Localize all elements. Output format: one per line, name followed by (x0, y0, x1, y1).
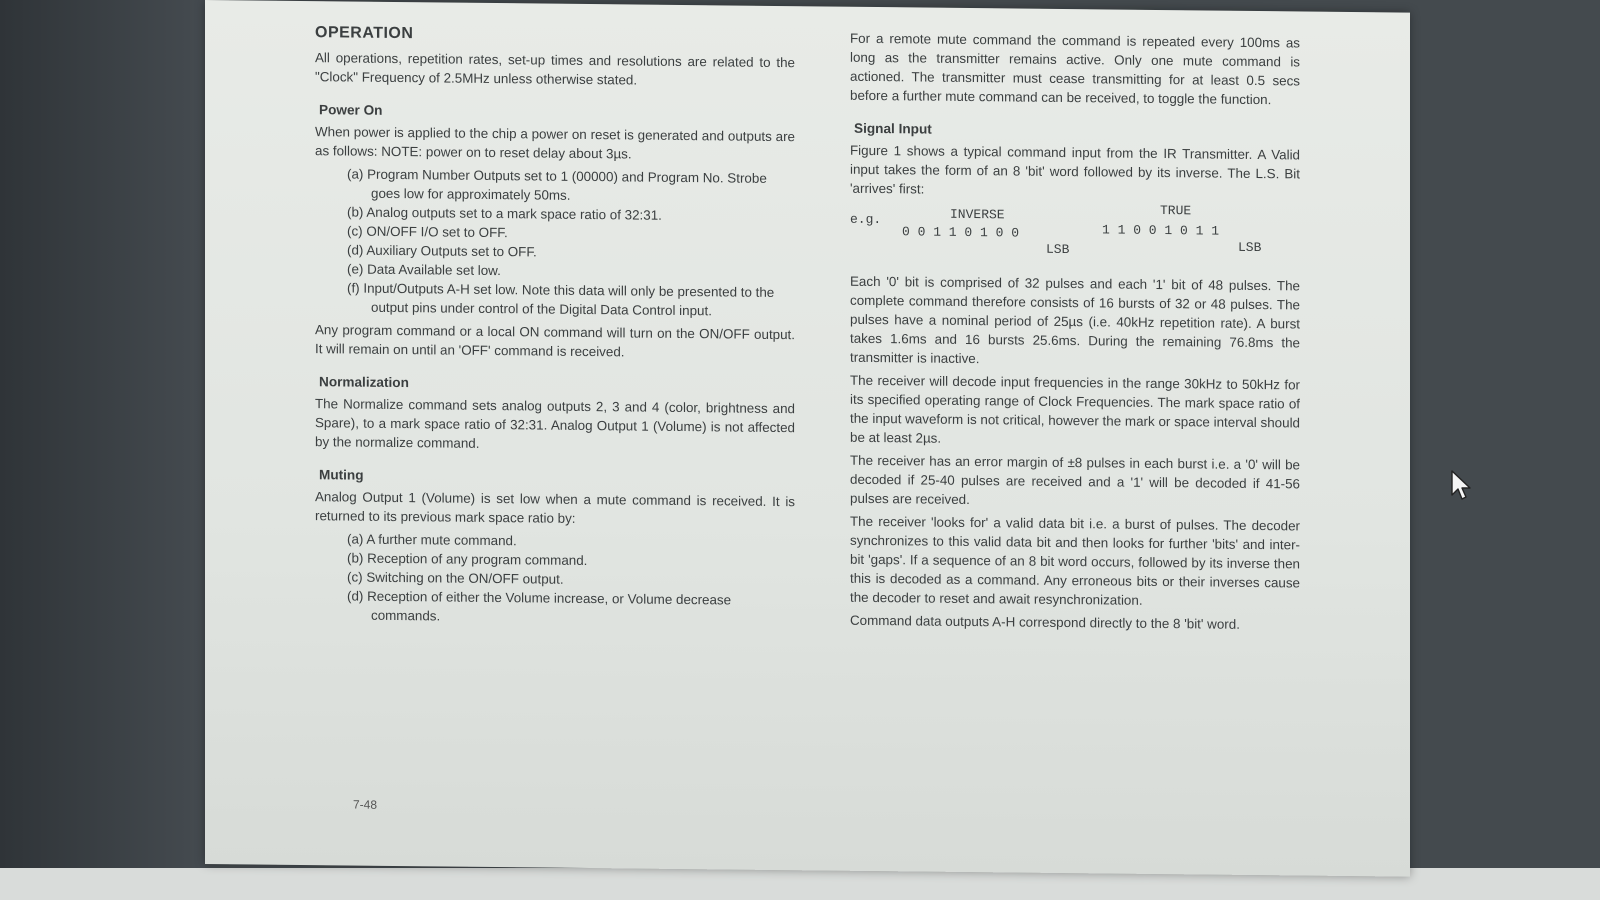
true-bits: 1 1 0 0 1 0 1 1 (1102, 222, 1220, 239)
pulse-paragraph: Each '0' bit is comprised of 32 pulses and each '1' bit of 48 pulses. The complete command therefore consists of 16 bursts of 32 or 48 pulses. The pulses have a nominal period of 25µs (i.e. 40kHz repetition rate). A burst takes 1.6ms and 16 bursts 25.6ms. During the remaining 76.8ms the transmitter is inactive. (850, 273, 1300, 367)
mute-command-paragraph: For a remote mute command the command is repeated every 100ms as long as the transmitter remains active. Only one mute command is actioned. The transmitter must cease transmitting for at least 0.5 secs before a further mute command can be received, to toggle the function. (850, 30, 1300, 108)
section-title: OPERATION (315, 24, 414, 43)
power-on-paragraph: When power is applied to the chip a power on reset is generated and outputs are as follows: NOTE: power on to reset delay about 3µs. (315, 124, 795, 162)
example-label: e.g. (850, 211, 882, 228)
list-item: (a) Program Number Outputs set to 1 (00000) and Program No. Strobe goes low for approximately 50ms. (347, 166, 767, 203)
document-page (205, 0, 1410, 877)
command-data-paragraph: Command data outputs A-H correspond directly to the 8 'bit' word. (850, 612, 1240, 632)
list-item: (b) Reception of any program command. (347, 550, 588, 569)
left-column (315, 23, 795, 633)
error-margin-paragraph: The receiver has an error margin of ±8 pulses in each burst i.e. a '0' will be decoded if 25-40 pulses are received and a '1' will be decoded if 41-56 pulses are received. (850, 452, 1300, 508)
inverse-bits: 0 0 1 1 0 1 0 0 (902, 224, 1020, 241)
muting-list (347, 529, 795, 629)
true-label: TRUE (1160, 203, 1192, 219)
list-item: (a) A further mute command. (347, 531, 517, 549)
muting-heading: Muting (319, 467, 364, 483)
list-item: (d) Auxiliary Outputs set to OFF. (347, 242, 537, 260)
list-item: (e) Data Available set low. (347, 261, 501, 279)
power-on-after-paragraph: Any program command or a local ON command will turn on the ON/OFF output. It will remain on until an 'OFF' command is received. (315, 322, 795, 360)
muting-paragraph: Analog Output 1 (Volume) is set low when a mute command is received. It is returned to its previous mark space ratio by: (315, 489, 795, 526)
true-lsb-label: LSB (1238, 239, 1262, 256)
signal-input-paragraph: Figure 1 shows a typical command input from the IR Transmitter. A Valid input takes the form of an 8 'bit' word followed by its inverse. The L.S. Bit 'arrives' first: (850, 142, 1300, 197)
list-item: (f) Input/Outputs A-H set low. Note this data will only be presented to the output pins under control of the Digital Data Control input. (347, 280, 775, 319)
power-on-heading: Power On (319, 102, 383, 118)
list-item: (d) Reception of either the Volume increase, or Volume decrease commands. (347, 588, 732, 624)
mouse-cursor-icon (1450, 470, 1472, 502)
power-on-list (347, 164, 795, 321)
desk-background (0, 0, 205, 900)
synchronization-paragraph: The receiver 'looks for' a valid data bit i.e. a burst of pulses. The decoder synchronizes to this valid data bit and then looks for further 'bits' and inter-bit 'gaps'. If a sequence of an 8 bit word occurs, followed by its inverse then this is decoded as a command. Any erroneous bits or their inverses cause the decoder to reset and await resynchronization. (850, 513, 1300, 608)
page-number: 7-48 (353, 797, 378, 812)
frequency-paragraph: The receiver will decode input frequencies in the range 30kHz to 50kHz for its specified operating range of Clock Frequencies. The mark space ratio of the input waveform is not critical, however the mark or space interval should be at least 2µs. (850, 372, 1300, 446)
inverse-label: INVERSE (950, 206, 1005, 223)
signal-input-heading: Signal Input (854, 120, 932, 137)
list-item: (c) ON/OFF I/O set to OFF. (347, 223, 508, 241)
bit-sequence-example (850, 204, 1300, 267)
intro-paragraph: All operations, repetition rates, set-up times and resolutions are related to the "Clock" Frequency of 2.5MHz unless otherwise stated. (315, 50, 795, 88)
inverse-lsb-label: LSB (1046, 241, 1070, 258)
normalization-heading: Normalization (319, 374, 409, 391)
list-item: (b) Analog outputs set to a mark space ratio of 32:31. (347, 204, 662, 223)
list-item: (c) Switching on the ON/OFF output. (347, 569, 564, 587)
right-column (850, 29, 1300, 639)
normalization-paragraph: The Normalize command sets analog outputs 2, 3 and 4 (color, brightness and Spare), to a mark space ratio of 32:31. Analog Output 1 (Volume) is not affected by the normalize command. (315, 396, 795, 451)
